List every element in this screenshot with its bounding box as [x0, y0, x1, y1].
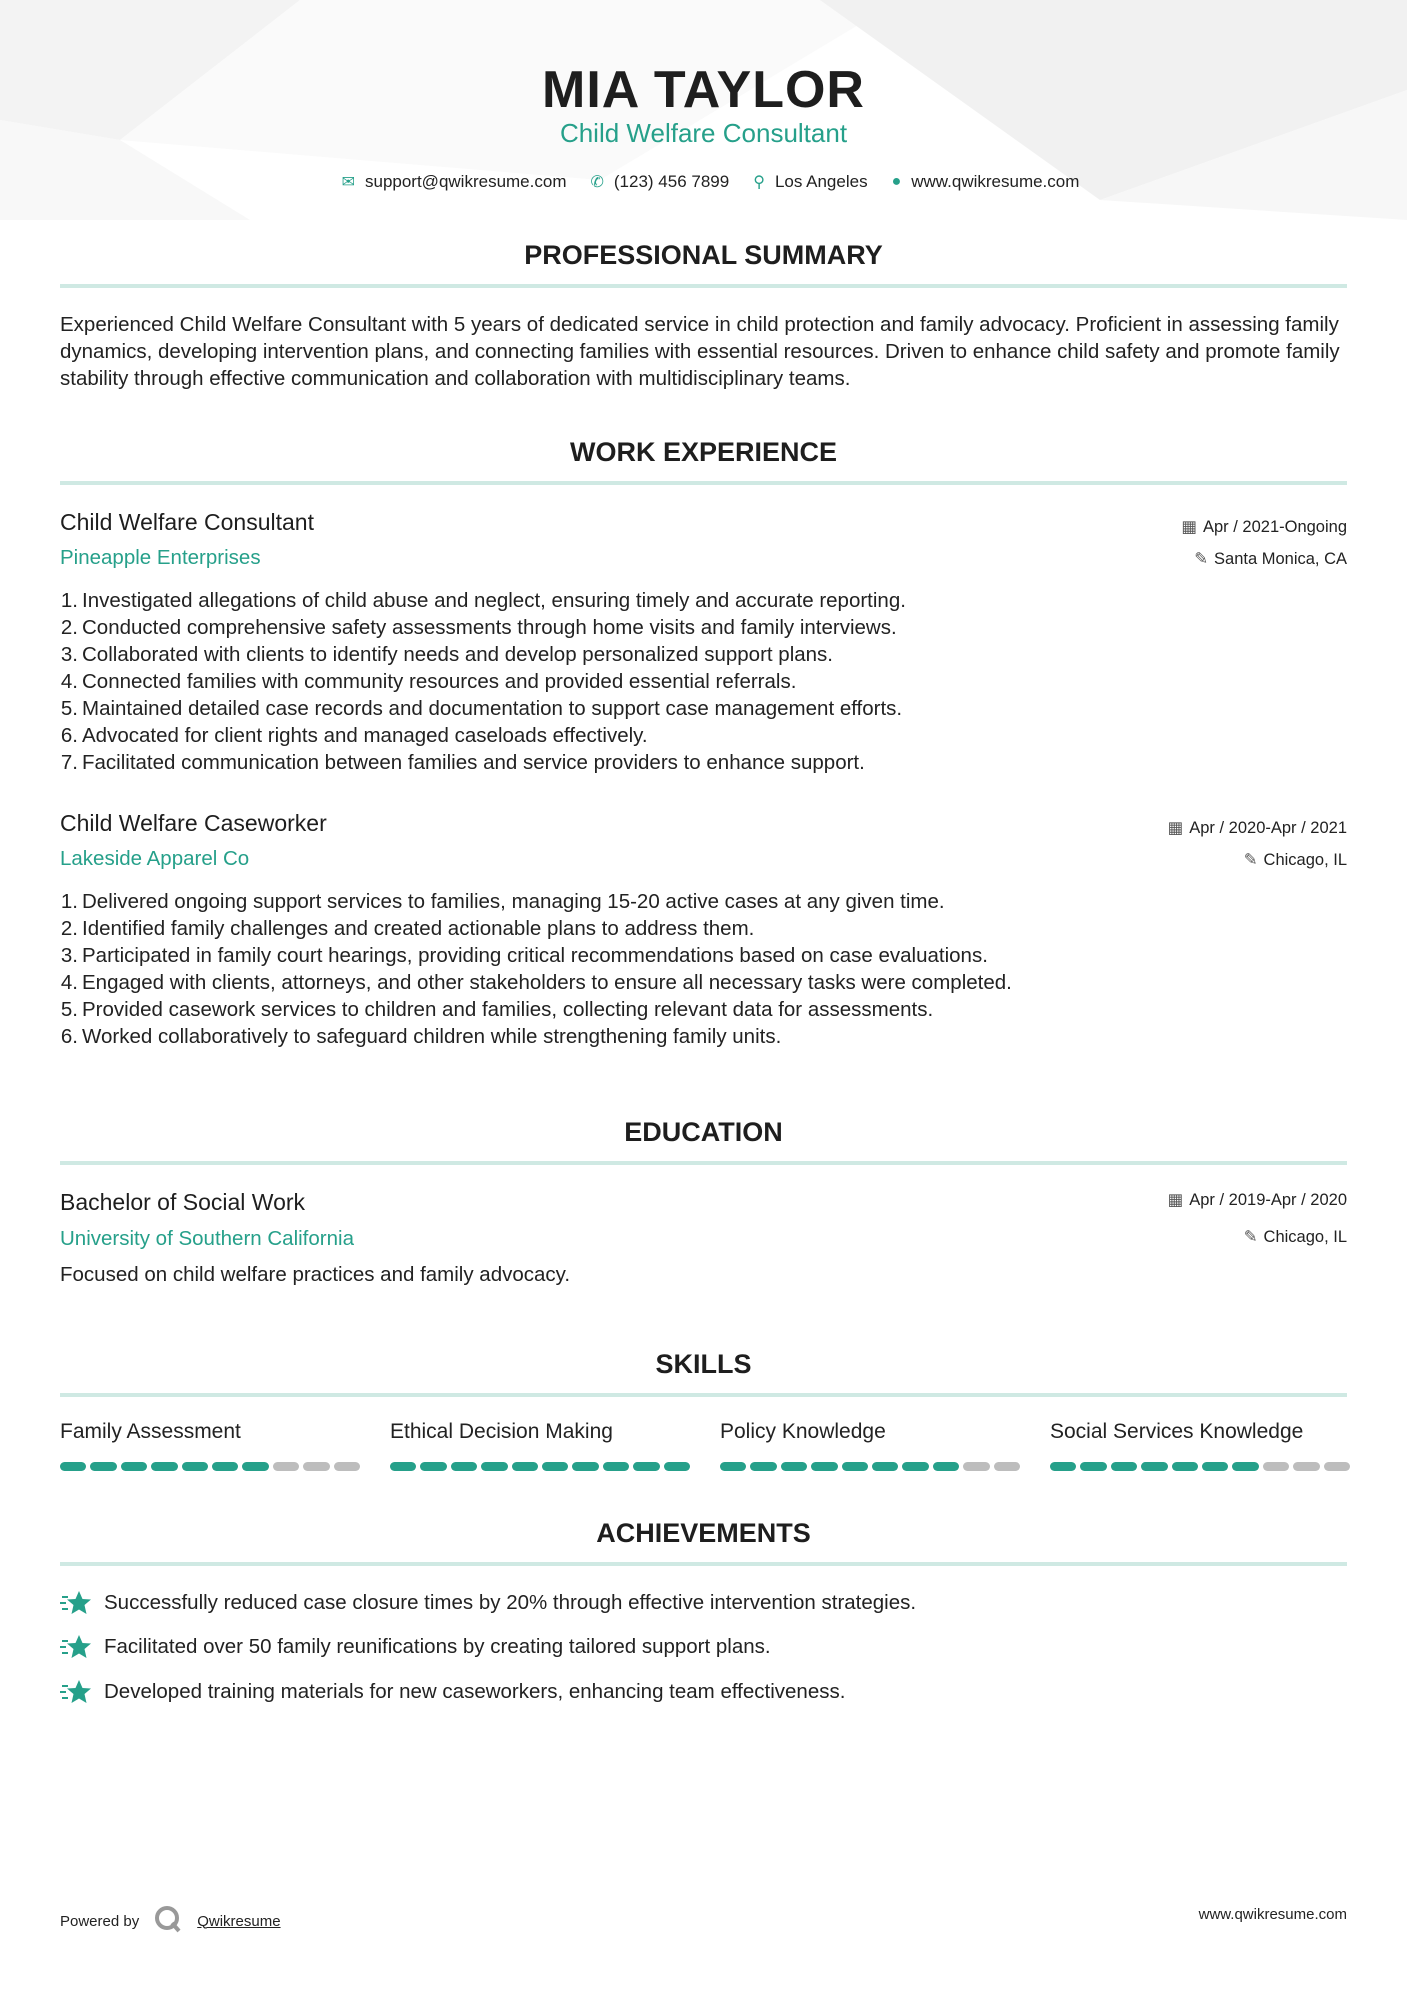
skill-dot-filled [60, 1462, 86, 1471]
qwikresume-logo-icon [153, 1904, 183, 1938]
divider [60, 1393, 1347, 1397]
skill-dot-empty [334, 1462, 360, 1471]
calendar-icon: ▦ [1167, 819, 1184, 837]
contact-website[interactable]: www.qwikresume.com [911, 172, 1080, 191]
education-location [1244, 1227, 1347, 1247]
achievement-item [60, 1633, 771, 1661]
skill-dot-empty [1263, 1462, 1289, 1471]
skill-dot-empty [1324, 1462, 1350, 1471]
skill-name: Social Services Knowledge [1050, 1420, 1304, 1443]
divider [60, 481, 1347, 485]
skill-dot-filled [1202, 1462, 1228, 1471]
contact-email[interactable]: support@qwikresume.com [364, 172, 567, 191]
skill-dot-filled [420, 1462, 446, 1471]
star-icon [60, 1678, 92, 1706]
skill-dot-filled [481, 1462, 507, 1471]
pin-icon: ✎ [1194, 550, 1209, 568]
achievement-text: Developed training materials for new caseworkers, enhancing team effectiveness. [104, 1680, 846, 1703]
education-description: Focused on child welfare practices and family advocacy. [60, 1263, 571, 1286]
skill-dot-filled [390, 1462, 416, 1471]
skill-item [720, 1420, 1020, 1471]
skill-dot-filled [1111, 1462, 1137, 1471]
achievements-heading: ACHIEVEMENTS [596, 1518, 811, 1548]
list-item: 1. Investigated allegations of child abuse and neglect, ensuring timely and accurate reporting. [60, 589, 906, 612]
list-item: 6. Advocated for client rights and managed caseloads effectively. [60, 724, 648, 747]
pin-icon: ✎ [1243, 851, 1258, 869]
work-heading: WORK EXPERIENCE [569, 437, 838, 467]
skill-rating [390, 1462, 690, 1471]
skill-item [60, 1420, 360, 1471]
list-item: 2. Identified family challenges and created actionable plans to address them. [60, 917, 755, 940]
skill-dot-filled [212, 1462, 238, 1471]
skill-name: Ethical Decision Making [390, 1420, 613, 1443]
list-item: 4. Connected families with community resources and provided essential referrals. [60, 670, 797, 693]
skill-rating [1050, 1462, 1350, 1471]
skill-dot-filled [1050, 1462, 1076, 1471]
job-bullets [52, 888, 1302, 1050]
job-location [1194, 549, 1347, 569]
education-dates [1168, 1190, 1347, 1210]
skill-dot-empty [994, 1462, 1020, 1471]
skill-dot-filled [842, 1462, 868, 1471]
footer-powered [60, 1904, 281, 1938]
skill-dot-filled [151, 1462, 177, 1471]
divider [60, 284, 1347, 288]
skill-dot-filled [720, 1462, 746, 1471]
calendar-icon: ▦ [1167, 1191, 1184, 1209]
list-item: 3. Participated in family court hearings, providing critical recommendations based on case evaluations. [60, 944, 988, 967]
job-company: Lakeside Apparel Co [60, 847, 250, 870]
skills-list [60, 1420, 1350, 1471]
skill-rating [60, 1462, 360, 1471]
job-dates [1168, 818, 1347, 838]
job-location [1244, 850, 1347, 870]
skill-item [1050, 1420, 1350, 1471]
divider [60, 1161, 1347, 1165]
star-icon [60, 1589, 92, 1617]
school: University of Southern California [60, 1227, 354, 1250]
skill-dot-filled [603, 1462, 629, 1471]
skill-dot-filled [1172, 1462, 1198, 1471]
achievement-item [60, 1589, 916, 1617]
achievement-text: Successfully reduced case closure times by 20% through effective intervention strategies. [104, 1591, 917, 1614]
job-title: Child Welfare Caseworker [60, 810, 327, 836]
skill-dot-filled [781, 1462, 807, 1471]
skill-dot-filled [902, 1462, 928, 1471]
skill-dot-filled [90, 1462, 116, 1471]
skill-dot-filled [872, 1462, 898, 1471]
job-dates-text: Apr / 2021-Ongoing [1202, 518, 1347, 536]
skill-name: Policy Knowledge [720, 1420, 886, 1443]
email-icon: ✉ [341, 174, 355, 191]
skill-dot-empty [1293, 1462, 1319, 1471]
skill-dot-filled [242, 1462, 268, 1471]
skill-dot-filled [182, 1462, 208, 1471]
skill-dot-filled [1232, 1462, 1258, 1471]
calendar-icon: ▦ [1181, 518, 1197, 536]
job-company: Pineapple Enterprises [60, 546, 261, 569]
list-item: 5. Provided casework services to children and families, collecting relevant data for assessments. [60, 998, 934, 1021]
skill-dot-empty [303, 1462, 329, 1471]
contact-phone: (123) 456 7899 [613, 172, 730, 191]
job-location-text: Santa Monica, CA [1214, 550, 1347, 568]
footer-website[interactable]: www.qwikresume.com [1198, 1906, 1347, 1923]
skill-dot-filled [811, 1462, 837, 1471]
job-location-text: Chicago, IL [1263, 851, 1347, 869]
brand-link[interactable]: Qwikresume [197, 1912, 281, 1930]
list-item: 6. Worked collaboratively to safeguard children while strengthening family units. [60, 1025, 782, 1048]
pin-icon: ✎ [1243, 1228, 1258, 1246]
skill-rating [720, 1462, 1020, 1471]
contact-bar [0, 172, 1407, 192]
list-item: 3. Collaborated with clients to identify needs and develop personalized support plans. [60, 643, 834, 666]
job-dates [1181, 517, 1347, 537]
list-item: 5. Maintained detailed case records and documentation to support case management efforts. [60, 697, 903, 720]
globe-icon: ● [891, 173, 902, 190]
education-dates-text: Apr / 2019-Apr / 2020 [1189, 1191, 1347, 1209]
skill-dot-filled [121, 1462, 147, 1471]
phone-icon: ✆ [590, 174, 604, 191]
powered-by-label: Powered by [60, 1912, 140, 1930]
list-item: 4. Engaged with clients, attorneys, and other stakeholders to ensure all necessary tasks were completed. [60, 971, 1012, 994]
skill-dot-empty [273, 1462, 299, 1471]
degree: Bachelor of Social Work [60, 1189, 306, 1215]
list-item: 2. Conducted comprehensive safety assessments through home visits and family interviews. [60, 616, 897, 639]
achievement-item [60, 1678, 845, 1706]
location-pin-icon: ⚲ [753, 174, 765, 191]
education-location-text: Chicago, IL [1263, 1228, 1347, 1246]
star-icon [60, 1633, 92, 1661]
job-bullets [52, 587, 1302, 776]
job-dates-text: Apr / 2020-Apr / 2021 [1189, 819, 1347, 837]
job-title: Child Welfare Consultant [60, 509, 314, 535]
skill-dot-filled [664, 1462, 690, 1471]
skill-item [390, 1420, 690, 1471]
divider [60, 1562, 1347, 1566]
summary-heading: PROFESSIONAL SUMMARY [524, 240, 883, 270]
skill-dot-filled [451, 1462, 477, 1471]
skill-name: Family Assessment [60, 1420, 241, 1443]
skill-dot-filled [933, 1462, 959, 1471]
candidate-name: MIA TAYLOR [542, 61, 865, 119]
skill-dot-filled [572, 1462, 598, 1471]
list-item: 7. Facilitated communication between families and service providers to enhance support. [60, 751, 865, 774]
skill-dot-filled [1141, 1462, 1167, 1471]
education-heading: EDUCATION [624, 1117, 783, 1147]
summary-text: Experienced Child Welfare Consultant with 5 years of dedicated service in child protection and family advocacy. Proficient in assessing family dynamics, developing intervention plans, and connecting families with essential resources. Driven to enhance child safety and promote family stability through effective communication and collaboration with multidisciplinary teams. [60, 313, 1340, 390]
list-item: 1. Delivered ongoing support services to families, managing 15-20 active cases at any given time. [60, 890, 945, 913]
skill-dot-filled [633, 1462, 659, 1471]
candidate-title: Child Welfare Consultant [559, 118, 848, 148]
skill-dot-filled [750, 1462, 776, 1471]
skill-dot-filled [542, 1462, 568, 1471]
skill-dot-filled [512, 1462, 538, 1471]
contact-location: Los Angeles [774, 172, 868, 191]
skill-dot-filled [1080, 1462, 1106, 1471]
skills-heading: SKILLS [655, 1349, 752, 1379]
skill-dot-empty [963, 1462, 989, 1471]
achievement-text: Facilitated over 50 family reunifications by creating tailored support plans. [104, 1635, 771, 1658]
